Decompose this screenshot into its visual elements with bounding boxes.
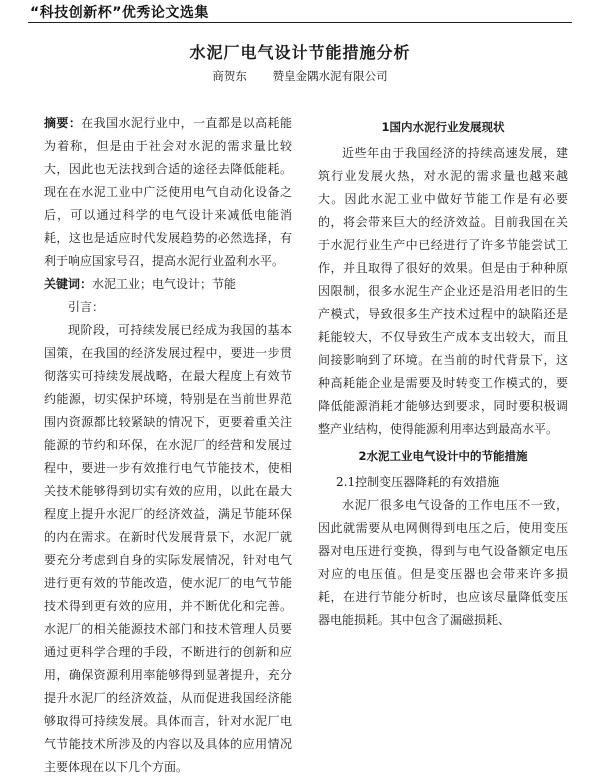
keywords-label: 关键词： <box>44 277 93 291</box>
journal-header: “科技创新杯”优秀论文选集 <box>30 5 209 21</box>
intro-heading: 引言： <box>68 300 105 314</box>
section-1-heading: 1国内水泥行业发展现状 <box>381 120 505 134</box>
header-rule <box>28 22 572 23</box>
intro-paragraph: 现阶段，可持续发展已经成为我国的基本国策，在我国的经济发展过程中，要进一步贯彻落实可持续发展战略，在最大程度上有效节约能源，切实保护环境，特别是在当前世界范围内资源都比较紧缺的情况下，更要着重关注能源的节约和环保，在水泥厂的经营和发展过程中，要进一步有效推行电气节能技术，使相关技术能够得到切实有效的应用，以此在最大程度上提升水泥厂的经济效益，满足节能环保的内在需求。在新时代发展背景下，水泥厂就要充分考虑到自身的实际发展情况，针对电气进行更有效的节能改造，使水泥厂的电气节能技术得到更有效的应用，并不断优化和完善。水泥厂的相关能源技术部门和技术管理人员要通过更科学合理的手段，不断进行的创新和应用，确保资源利用率能够得到显著提升，充分提升水泥厂的经济效益，从而促进我国经济能够取得可持续发展。具体而言，针对水泥厂电气节能技术所涉及的内容以及具体的应用情况主要体现在以下几个方面。 <box>44 323 292 774</box>
paper-title: 水泥厂电气设计节能措施分析 <box>189 43 411 62</box>
byline <box>0 68 600 84</box>
keywords <box>44 273 292 296</box>
subsection-2-1-heading: 2.1控制变压器降耗的有效措施 <box>336 475 500 489</box>
abstract-text: 在我国水泥行业中，一直都是以高耗能为着称，但是由于社会对水泥的需求量比较大，因此也无法找到合适的途径去降低能耗。现在在水泥工业中广泛使用电气自动化设备之后，可以通过科学的电气设计来减低电能消耗，这也是适应时代发展趋势的必然选择，有利于响应国家号召，提高水泥行业盈利水平。 <box>44 116 292 268</box>
section-1-paragraph: 近些年由于我国经济的持续高速发展，建筑行业发展火热，对水泥的需求量也越来越大。因此水泥工业中做好节能工作是有必要的，将会带来巨大的经济效益。目前我国在关于水泥行业生产中已经进行了许多节能尝试工作，并且取得了很好的效果。但是由于种种原因限制，很多水泥生产企业还是沿用老旧的生产模式，导致很多生产技术过程中的缺陷还是耗能较大，不仅导致生产成本支出较大，而且间接影响到了环境。在当前的时代背景下，这种高耗能企业是需要及时转变工作模式的，要降低能源消耗才能够达到要求，同时要积极调整产业结构，使得能源利用率达到最高水平。 <box>318 146 568 436</box>
left-column <box>44 112 292 779</box>
abstract <box>44 112 292 273</box>
section-2-paragraph: 水泥厂很多电气设备的工作电压不一致，因此就需要从电网侧得到电压之后，使用变压器对电压进行变换，得到与电气设备额定电压对应的电压值。但是变压器也会带来许多损耗，在进行节能分析时，也应该尽量降低变压器电能损耗。其中包含了漏磁损耗、 <box>318 498 568 627</box>
author-name: 商贺东 <box>212 69 247 83</box>
abstract-label: 摘要： <box>44 116 82 130</box>
section-2-heading: 2水泥工业电气设计中的节能措施 <box>358 449 528 463</box>
keywords-text: 水泥工业；电气设计；节能 <box>92 277 237 291</box>
right-column <box>318 112 568 632</box>
author-affiliation: 赞皇金隅水泥有限公司 <box>272 69 388 83</box>
